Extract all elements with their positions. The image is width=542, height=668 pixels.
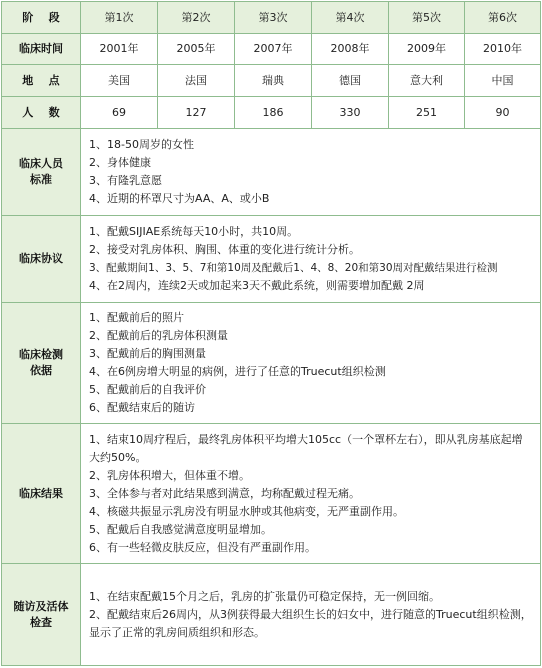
list-item: 2、接受对乳房体积、胸围、体重的变化进行统计分析。 [89,243,360,256]
list-item: 5、配戴后自我感觉满意度明显增加。 [89,522,272,536]
criteria-content [81,129,541,216]
list-item: 4、在6例房增大明显的病例，进行了任意的Truecut组织检测 [89,365,386,378]
list-item: 2、配戴结束后26周内，从3例获得最大组织生长的妇女中，进行随意的Truecut组织检测，显示了正常的乳房间质组织和形态。 [89,607,532,639]
list-item: 4、核磁共振显示乳房没有明显水肿或其他病变，无严重副作用。 [89,504,404,518]
basis-label-line2: 依据 [30,364,52,377]
year-row [2,34,541,65]
list-item: 2、乳房体积增大，但体重不增。 [89,468,250,482]
criteria-label-line1: 临床人员 [19,157,63,170]
year-cell: 2010年 [465,34,541,65]
place-label: 地点 [2,65,81,97]
count-row [2,97,541,129]
criteria-label [2,129,81,216]
basis-content [81,303,541,424]
place-cell: 美国 [81,65,158,97]
followup-row [2,564,541,666]
count-label: 人数 [2,97,81,129]
results-list [89,431,532,557]
phase-cell: 第6次 [465,2,541,34]
year-cell: 2005年 [158,34,235,65]
count-cell: 330 [312,97,389,129]
protocol-content [81,216,541,303]
place-cell: 瑞典 [235,65,312,97]
count-cell: 127 [158,97,235,129]
results-row [2,424,541,564]
count-cell: 186 [235,97,312,129]
year-cell: 2008年 [312,34,389,65]
phase-cell: 第5次 [389,2,465,34]
phase-cell: 第1次 [81,2,158,34]
list-item: 3、配戴前后的胸围测量 [89,347,206,360]
count-cell: 251 [389,97,465,129]
count-cell: 90 [465,97,541,129]
list-item: 2、身体健康 [89,156,151,169]
list-item: 1、在结束配戴15个月之后，乳房的扩张量仍可稳定保持，无一例回缩。 [89,589,440,603]
phase-header-label: 阶段 [2,2,81,34]
protocol-list [89,223,532,295]
count-cell: 69 [81,97,158,129]
followup-content [81,564,541,666]
list-item: 2、配戴前后的乳房体积测量 [89,329,228,342]
place-cell: 中国 [465,65,541,97]
basis-row [2,303,541,424]
list-item: 3、配戴期间1、3、5、7和第10周及配戴后1、4、8、20和第30周对配戴结果进行检测 [89,262,498,274]
followup-label-line2: 检查 [30,615,52,629]
basis-label [2,303,81,424]
followup-label [2,564,81,666]
phase-cell: 第2次 [158,2,235,34]
place-cell: 德国 [312,65,389,97]
followup-list [89,588,532,642]
list-item: 1、18-50周岁的女性 [89,138,194,151]
list-item: 6、配戴结束后的随访 [89,401,195,414]
phase-cell: 第3次 [235,2,312,34]
list-item: 1、结束10周疗程后，最终乳房体积平均增大105cc（一个罩杯左右），即从乳房基底起增大约50%。 [89,432,523,464]
results-label: 临床结果 [2,424,81,564]
year-cell: 2009年 [389,34,465,65]
place-cell: 法国 [158,65,235,97]
list-item: 1、配戴SIJIAE系统每天10小时，共10周。 [89,225,299,238]
list-item: 3、有隆乳意愿 [89,174,162,187]
list-item: 4、在2周内，连续2天或加起来3天不戴此系统，则需要增加配戴 2周 [89,279,425,292]
criteria-row [2,129,541,216]
phase-row [2,2,541,34]
year-label: 临床时间 [2,34,81,65]
followup-label-line1: 随访及活体 [13,599,69,613]
phase-cell: 第4次 [312,2,389,34]
list-item: 5、配戴前后的自我评价 [89,383,206,396]
clinical-table [1,1,541,666]
protocol-row [2,216,541,303]
basis-list [89,309,532,417]
basis-label-line1: 临床检测 [19,348,63,361]
criteria-label-line2: 标准 [30,173,52,186]
year-cell: 2007年 [235,34,312,65]
place-cell: 意大利 [389,65,465,97]
results-content [81,424,541,564]
list-item: 4、近期的杯罩尺寸为AA、A、或小B [89,192,270,205]
place-row [2,65,541,97]
year-cell: 2001年 [81,34,158,65]
list-item: 1、配戴前后的照片 [89,311,184,324]
criteria-list [89,136,532,208]
list-item: 6、有一些轻微皮肤反应，但没有严重副作用。 [89,540,316,554]
protocol-label: 临床协议 [2,216,81,303]
list-item: 3、全体参与者对此结果感到满意，均称配戴过程无痛。 [89,486,360,500]
